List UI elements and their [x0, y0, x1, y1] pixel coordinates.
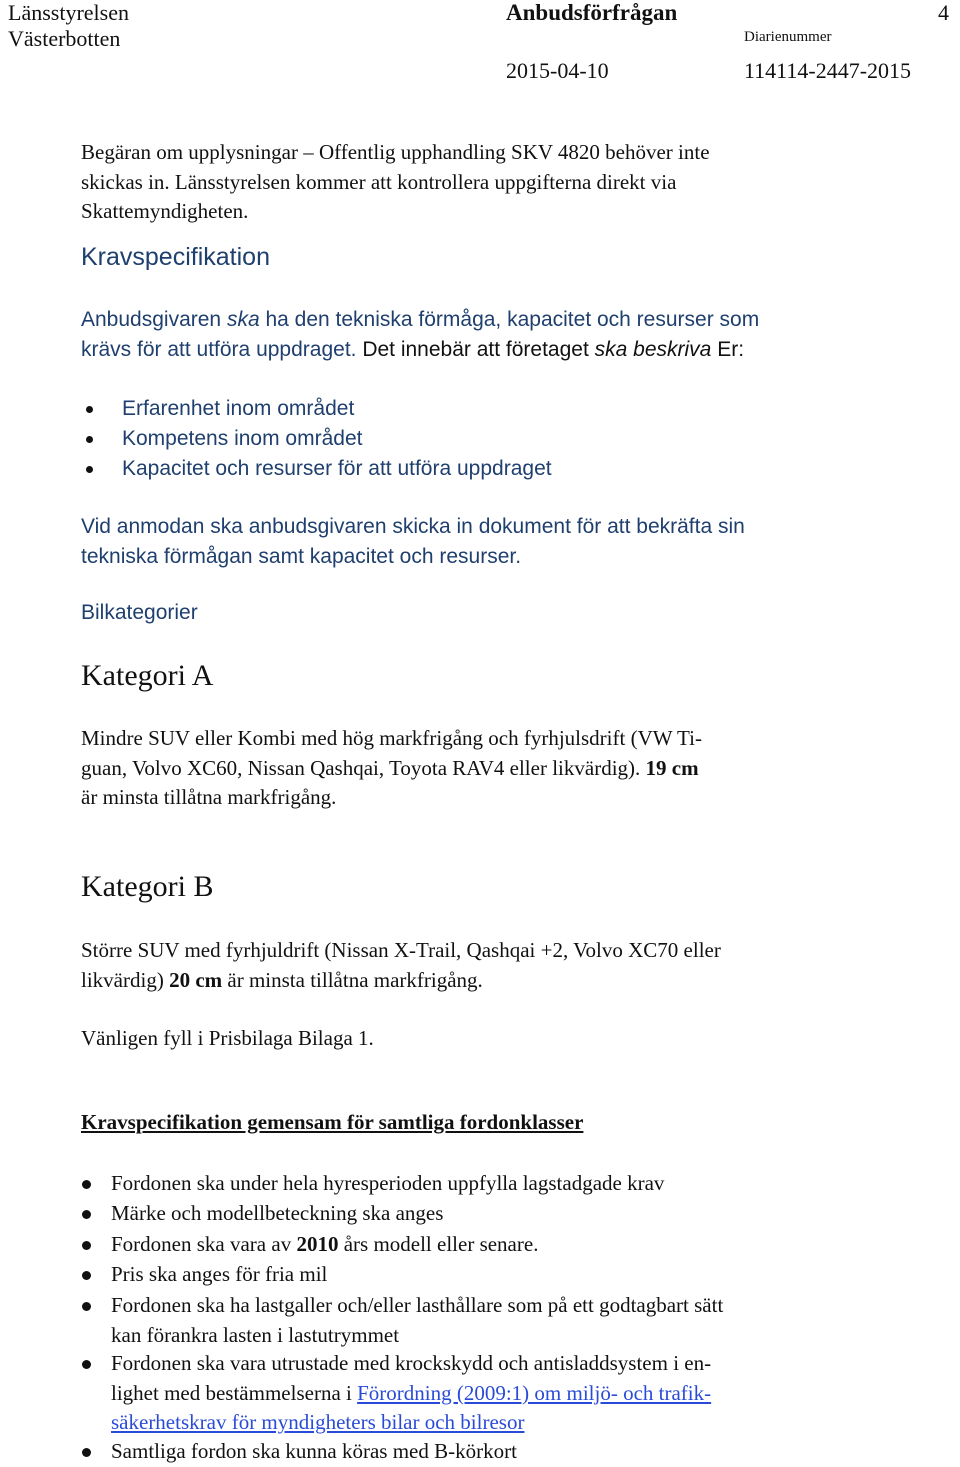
list-item: Fordonen ska vara av 2010 års modell eller senare. — [111, 1232, 539, 1256]
bullet-icon — [82, 1241, 91, 1250]
forordning-link[interactable]: Förordning (2009:1) om miljö- och trafik- — [357, 1380, 712, 1405]
bullet-icon — [82, 1360, 91, 1369]
bullet-icon — [82, 1210, 91, 1219]
desc-line: likvärdig) 20 cm är minsta tillåtna markfrigång. — [81, 967, 483, 992]
intro-line: Begäran om upplysningar – Offentlig upphandling SKV 4820 behöver inte — [81, 140, 710, 164]
desc-line: Mindre SUV eller Kombi med hög markfrigång och fyrhjulsdrift (VW Ti- — [81, 726, 702, 750]
prisbilaga-note: Vänligen fyll i Prisbilaga Bilaga 1. — [81, 1026, 374, 1050]
kravspec-line: krävs för att utföra uppdraget. Det innebär att företaget ska beskriva Er: — [81, 337, 745, 361]
kategori-a-heading: Kategori A — [81, 659, 214, 692]
org-name-line2: Västerbotten — [8, 26, 121, 51]
kravspec-heading: Kravspecifikation — [81, 243, 270, 271]
desc-line: är minsta tillåtna markfrigång. — [81, 785, 337, 809]
list-item: Kapacitet och resurser för att utföra uppdraget — [122, 457, 552, 480]
kravspec-paragraph — [81, 305, 759, 364]
intro-paragraph — [81, 138, 710, 227]
bullet-icon — [82, 1180, 91, 1189]
forordning-link-continued[interactable]: säkerhetskrav för myndigheters bilar och bilresor — [111, 1410, 525, 1434]
bilkategorier-heading: Bilkategorier — [81, 601, 198, 624]
org-name-line1: Länsstyrelsen — [8, 0, 129, 25]
note-line: Vid anmodan ska anbudsgivaren skicka in dokument för att bekräfta sin — [81, 515, 745, 538]
kategori-a-description — [81, 724, 702, 813]
document-date: 2015-04-10 — [506, 58, 609, 83]
bullet-icon — [82, 1448, 91, 1457]
desc-line: Större SUV med fyrhjuldrift (Nissan X-Trail, Qashqai +2, Volvo XC70 eller — [81, 938, 721, 962]
diarienummer-value: 114114-2447-2015 — [744, 58, 912, 83]
list-item: Samtliga fordon ska kunna köras med B-körkort — [111, 1439, 517, 1463]
bullet-icon — [86, 466, 93, 473]
list-item: Märke och modellbeteckning ska anges — [111, 1201, 444, 1225]
list-item: Fordonen ska vara utrustade med krockskydd och antisladdsystem i en- lighet med bestämmelserna i Förordning (2009:1) om miljö- och trafik- säkerhetskrav för myndigheters bilar och bilresor — [111, 1351, 712, 1434]
list-item: Kompetens inom området — [122, 427, 363, 450]
note-line: tekniska förmågan samt kapacitet och resurser. — [81, 544, 522, 568]
intro-line: Skattemyndigheten. — [81, 199, 249, 223]
kravspec-note — [81, 512, 745, 571]
list-item: Pris ska anges för fria mil — [111, 1262, 328, 1286]
desc-line: guan, Volvo XC60, Nissan Qashqai, Toyota RAV4 eller likvärdig). 19 cm — [81, 755, 699, 780]
list-item: Erfarenhet inom området — [122, 397, 355, 420]
bullet-icon — [82, 1271, 91, 1280]
list-item: Fordonen ska ha lastgaller och/eller lasthållare som på ett godtagbart sätt kan förankra lasten i lastutrymmet — [111, 1293, 724, 1347]
bullet-icon — [82, 1302, 91, 1311]
diarienummer-label: Diarienummer — [744, 29, 832, 45]
list-item: Fordonen ska under hela hyresperioden uppfylla lagstadgade krav — [111, 1171, 665, 1195]
kategori-b-heading: Kategori B — [81, 870, 214, 903]
document-title: Anbudsförfrågan — [506, 0, 678, 25]
bullet-icon — [86, 406, 93, 413]
intro-line: skickas in. Länsstyrelsen kommer att kontrollera uppgifterna direkt via — [81, 169, 677, 194]
bullet-icon — [86, 436, 93, 443]
page-number: 4 — [938, 0, 949, 25]
gemensam-heading: Kravspecifikation gemensam för samtliga fordonklasser — [81, 1110, 584, 1134]
kravspec-line: Anbudsgivaren ska ha den tekniska förmåga, kapacitet och resurser som — [81, 308, 760, 331]
kategori-b-description — [81, 936, 721, 995]
